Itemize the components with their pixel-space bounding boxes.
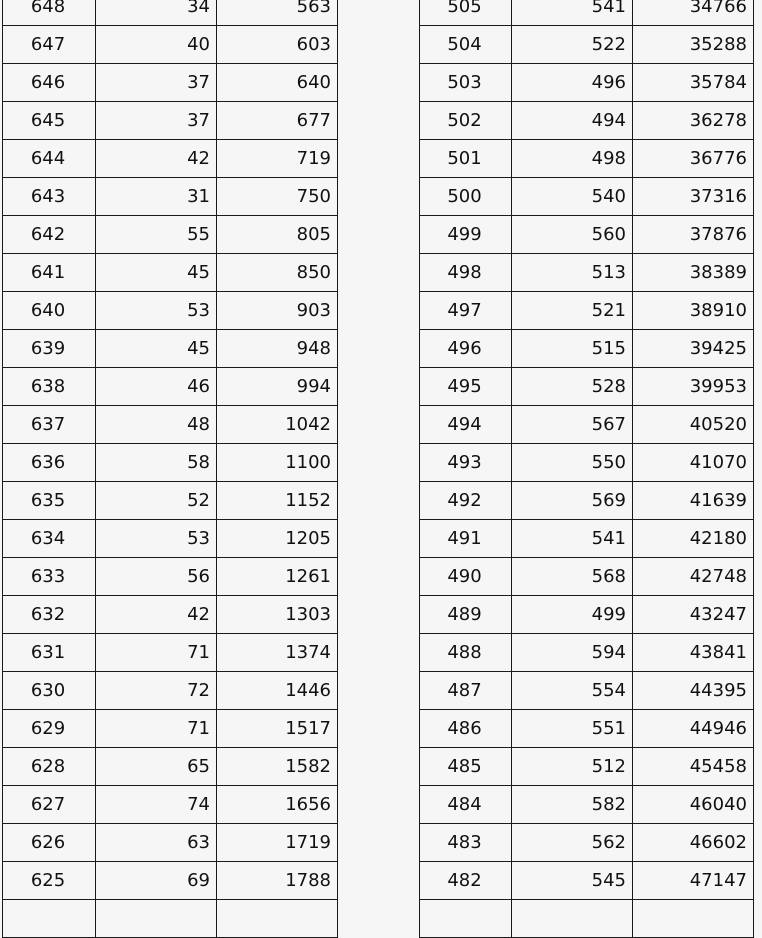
table-row <box>3 672 338 710</box>
count-cell: 568 <box>512 558 633 596</box>
table-row <box>3 292 338 330</box>
score-cell: 647 <box>3 26 96 64</box>
cumulative-cell: 39425 <box>633 330 754 368</box>
table-row <box>420 368 754 406</box>
table-row <box>420 862 754 900</box>
count-cell: 31 <box>96 178 217 216</box>
cumulative-cell: 1303 <box>217 596 338 634</box>
table-row <box>3 140 338 178</box>
score-cell: 502 <box>420 102 512 140</box>
cumulative-cell: 39953 <box>633 368 754 406</box>
cumulative-cell: 1582 <box>217 748 338 786</box>
count-cell: 528 <box>512 368 633 406</box>
cumulative-cell: 1788 <box>217 862 338 900</box>
score-cell: 626 <box>3 824 96 862</box>
cumulative-cell: 677 <box>217 102 338 140</box>
cumulative-cell: 46040 <box>633 786 754 824</box>
cumulative-cell: 640 <box>217 64 338 102</box>
score-cell: 643 <box>3 178 96 216</box>
table-row <box>3 710 338 748</box>
score-cell: 639 <box>3 330 96 368</box>
score-cell: 498 <box>420 254 512 292</box>
table-row <box>420 444 754 482</box>
count-cell: 40 <box>96 26 217 64</box>
table-row <box>3 748 338 786</box>
cumulative-cell <box>217 900 338 938</box>
score-cell: 632 <box>3 596 96 634</box>
score-cell: 634 <box>3 520 96 558</box>
count-cell: 562 <box>512 824 633 862</box>
table-row <box>420 748 754 786</box>
count-cell: 541 <box>512 520 633 558</box>
table-row <box>420 520 754 558</box>
score-cell: 483 <box>420 824 512 862</box>
count-cell: 45 <box>96 330 217 368</box>
table-row <box>3 26 338 64</box>
score-cell: 493 <box>420 444 512 482</box>
count-cell: 541 <box>512 0 633 26</box>
table-row <box>3 786 338 824</box>
score-cell: 503 <box>420 64 512 102</box>
cumulative-cell: 47147 <box>633 862 754 900</box>
cumulative-cell: 40520 <box>633 406 754 444</box>
table-row <box>3 216 338 254</box>
count-cell: 71 <box>96 710 217 748</box>
cumulative-cell: 43247 <box>633 596 754 634</box>
score-cell: 638 <box>3 368 96 406</box>
score-cell: 648 <box>3 0 96 26</box>
cumulative-cell: 1374 <box>217 634 338 672</box>
score-cell: 487 <box>420 672 512 710</box>
count-cell: 72 <box>96 672 217 710</box>
table-row <box>420 596 754 634</box>
score-cell: 625 <box>3 862 96 900</box>
score-table-left-body <box>3 0 338 938</box>
score-cell: 504 <box>420 26 512 64</box>
count-cell: 65 <box>96 748 217 786</box>
score-cell: 629 <box>3 710 96 748</box>
count-cell: 63 <box>96 824 217 862</box>
cumulative-cell: 1719 <box>217 824 338 862</box>
table-row <box>420 102 754 140</box>
score-cell: 505 <box>420 0 512 26</box>
count-cell: 515 <box>512 330 633 368</box>
cumulative-cell: 948 <box>217 330 338 368</box>
cumulative-cell: 38389 <box>633 254 754 292</box>
cumulative-cell: 36278 <box>633 102 754 140</box>
count-cell: 42 <box>96 596 217 634</box>
count-cell: 45 <box>96 254 217 292</box>
table-row <box>3 520 338 558</box>
score-cell: 501 <box>420 140 512 178</box>
table-row <box>3 634 338 672</box>
cumulative-cell: 750 <box>217 178 338 216</box>
table-row <box>3 482 338 520</box>
score-cell: 637 <box>3 406 96 444</box>
table-row <box>3 368 338 406</box>
count-cell: 494 <box>512 102 633 140</box>
table-row <box>420 634 754 672</box>
cumulative-cell: 44395 <box>633 672 754 710</box>
score-cell: 496 <box>420 330 512 368</box>
cumulative-cell: 41070 <box>633 444 754 482</box>
cumulative-cell: 35288 <box>633 26 754 64</box>
score-cell: 640 <box>3 292 96 330</box>
count-cell: 569 <box>512 482 633 520</box>
cumulative-cell: 1446 <box>217 672 338 710</box>
count-cell: 513 <box>512 254 633 292</box>
score-table-left <box>2 0 338 938</box>
score-cell: 630 <box>3 672 96 710</box>
score-cell: 641 <box>3 254 96 292</box>
count-cell: 582 <box>512 786 633 824</box>
score-cell: 631 <box>3 634 96 672</box>
score-cell: 486 <box>420 710 512 748</box>
score-table-right-body <box>420 0 754 938</box>
count-cell: 554 <box>512 672 633 710</box>
table-row <box>420 292 754 330</box>
table-row <box>420 140 754 178</box>
table-row <box>3 596 338 634</box>
cumulative-cell: 37316 <box>633 178 754 216</box>
count-cell: 74 <box>96 786 217 824</box>
score-cell: 646 <box>3 64 96 102</box>
count-cell: 48 <box>96 406 217 444</box>
score-cell: 490 <box>420 558 512 596</box>
cumulative-cell: 1152 <box>217 482 338 520</box>
score-cell: 497 <box>420 292 512 330</box>
cumulative-cell: 1205 <box>217 520 338 558</box>
table-row <box>3 0 338 26</box>
cumulative-cell: 44946 <box>633 710 754 748</box>
cumulative-cell: 37876 <box>633 216 754 254</box>
table-row <box>420 900 754 938</box>
count-cell: 71 <box>96 634 217 672</box>
cumulative-cell: 850 <box>217 254 338 292</box>
score-cell: 628 <box>3 748 96 786</box>
table-row <box>420 824 754 862</box>
count-cell: 560 <box>512 216 633 254</box>
cumulative-cell: 35784 <box>633 64 754 102</box>
cumulative-cell: 38910 <box>633 292 754 330</box>
cumulative-cell: 805 <box>217 216 338 254</box>
table-row <box>3 178 338 216</box>
score-table-right <box>419 0 754 938</box>
cumulative-cell: 994 <box>217 368 338 406</box>
table-row <box>420 710 754 748</box>
cumulative-cell: 41639 <box>633 482 754 520</box>
table-row <box>3 64 338 102</box>
cumulative-cell <box>633 900 754 938</box>
count-cell: 496 <box>512 64 633 102</box>
score-cell: 644 <box>3 140 96 178</box>
count-cell: 53 <box>96 292 217 330</box>
table-row <box>420 406 754 444</box>
table-row <box>420 672 754 710</box>
count-cell: 37 <box>96 64 217 102</box>
table-row <box>3 862 338 900</box>
cumulative-cell: 1042 <box>217 406 338 444</box>
count-cell: 499 <box>512 596 633 634</box>
table-row <box>420 26 754 64</box>
cumulative-cell: 1261 <box>217 558 338 596</box>
score-cell <box>3 900 96 938</box>
score-cell: 491 <box>420 520 512 558</box>
score-cell: 633 <box>3 558 96 596</box>
cumulative-cell: 563 <box>217 0 338 26</box>
count-cell: 46 <box>96 368 217 406</box>
cumulative-cell: 42748 <box>633 558 754 596</box>
table-row <box>420 178 754 216</box>
table-row <box>420 558 754 596</box>
score-cell: 485 <box>420 748 512 786</box>
count-cell: 540 <box>512 178 633 216</box>
count-cell: 37 <box>96 102 217 140</box>
score-cell: 484 <box>420 786 512 824</box>
count-cell: 522 <box>512 26 633 64</box>
table-row <box>3 102 338 140</box>
count-cell: 551 <box>512 710 633 748</box>
score-cell: 642 <box>3 216 96 254</box>
table-row <box>3 900 338 938</box>
cumulative-cell: 903 <box>217 292 338 330</box>
table-row <box>420 0 754 26</box>
cumulative-cell: 43841 <box>633 634 754 672</box>
cumulative-cell: 46602 <box>633 824 754 862</box>
score-cell: 488 <box>420 634 512 672</box>
count-cell <box>512 900 633 938</box>
cumulative-cell: 34766 <box>633 0 754 26</box>
cumulative-cell: 603 <box>217 26 338 64</box>
count-cell: 498 <box>512 140 633 178</box>
score-cell: 482 <box>420 862 512 900</box>
table-row <box>420 786 754 824</box>
count-cell: 56 <box>96 558 217 596</box>
cumulative-cell: 719 <box>217 140 338 178</box>
count-cell: 52 <box>96 482 217 520</box>
table-row <box>3 330 338 368</box>
count-cell: 567 <box>512 406 633 444</box>
score-cell: 500 <box>420 178 512 216</box>
count-cell: 69 <box>96 862 217 900</box>
table-row <box>420 330 754 368</box>
count-cell: 55 <box>96 216 217 254</box>
count-cell: 521 <box>512 292 633 330</box>
cumulative-cell: 1100 <box>217 444 338 482</box>
score-cell: 627 <box>3 786 96 824</box>
cumulative-cell: 45458 <box>633 748 754 786</box>
cumulative-cell: 36776 <box>633 140 754 178</box>
table-row <box>3 254 338 292</box>
score-cell: 489 <box>420 596 512 634</box>
count-cell: 512 <box>512 748 633 786</box>
table-row <box>3 406 338 444</box>
score-cell: 635 <box>3 482 96 520</box>
score-cell: 495 <box>420 368 512 406</box>
score-cell: 494 <box>420 406 512 444</box>
table-row <box>3 824 338 862</box>
score-cell: 645 <box>3 102 96 140</box>
cumulative-cell: 1656 <box>217 786 338 824</box>
count-cell: 594 <box>512 634 633 672</box>
score-cell <box>420 900 512 938</box>
count-cell: 545 <box>512 862 633 900</box>
table-row <box>420 64 754 102</box>
count-cell: 34 <box>96 0 217 26</box>
count-cell: 53 <box>96 520 217 558</box>
count-cell: 42 <box>96 140 217 178</box>
score-cell: 499 <box>420 216 512 254</box>
table-row <box>420 482 754 520</box>
table-row <box>3 444 338 482</box>
count-cell: 550 <box>512 444 633 482</box>
table-row <box>420 216 754 254</box>
score-cell: 636 <box>3 444 96 482</box>
count-cell <box>96 900 217 938</box>
cumulative-cell: 42180 <box>633 520 754 558</box>
count-cell: 58 <box>96 444 217 482</box>
table-row <box>3 558 338 596</box>
cumulative-cell: 1517 <box>217 710 338 748</box>
table-row <box>420 254 754 292</box>
score-cell: 492 <box>420 482 512 520</box>
